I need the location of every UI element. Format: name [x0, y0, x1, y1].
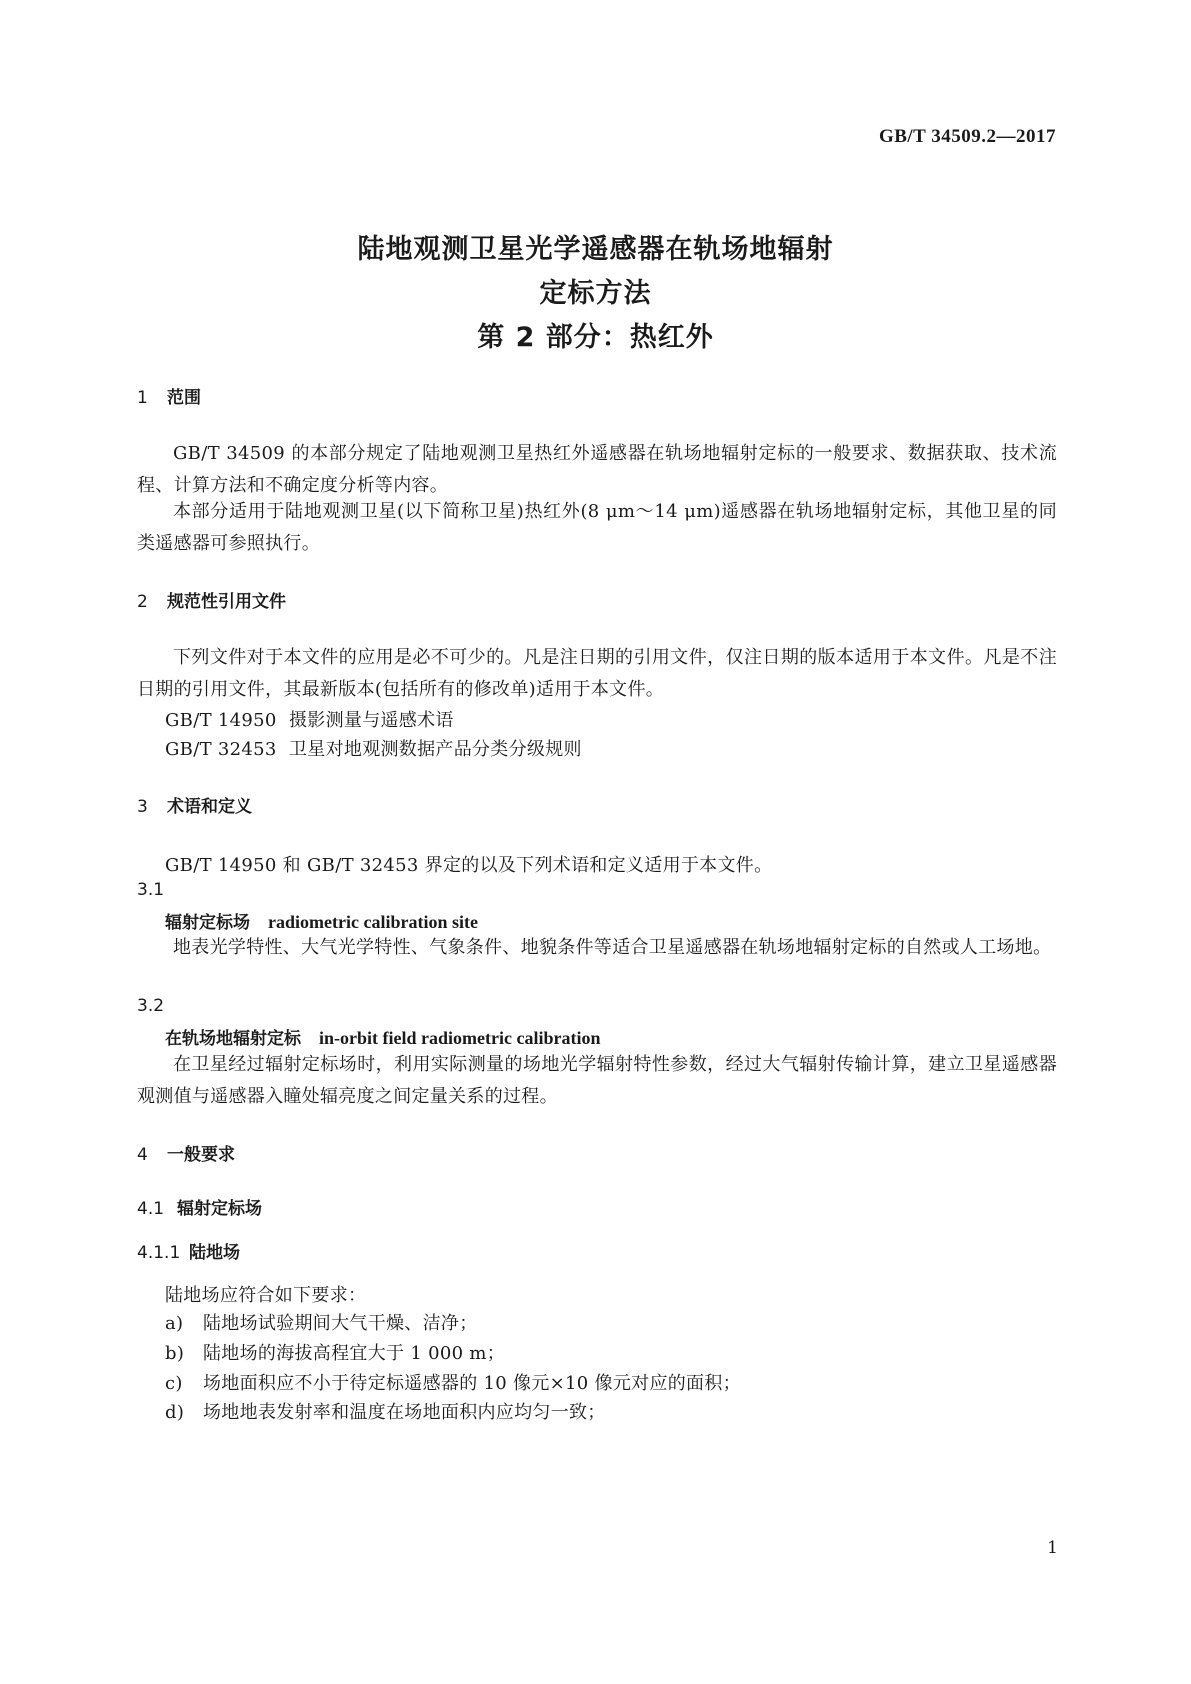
- paragraph: 下列文件对于本文件的应用是必不可少的。凡是注日期的引用文件，仅注日期的版本适用于本文件。凡是不注日期的引用文件，其最新版本(包括所有的修改单)适用于本文件。: [137, 647, 1057, 700]
- list-label: d): [165, 1402, 185, 1423]
- section-number: 4.1.1: [137, 1243, 181, 1263]
- list-text: 场地面积应不小于待定标遥感器的 10 像元×10 像元对应的面积；: [203, 1373, 741, 1394]
- term-en: in-orbit field radiometric calibration: [319, 1028, 601, 1048]
- standard-code: GB/T 34509.2—2017: [878, 126, 1056, 147]
- paragraph: 本部分适用于陆地观测卫星(以下简称卫星)热红外(8 μm～14 μm)遥感器在轨场地辐射定标，其他卫星的同类遥感器可参照执行。: [137, 501, 1057, 554]
- section-number: 3: [137, 797, 148, 817]
- section-4-heading: [137, 1140, 235, 1165]
- list-label: a): [165, 1313, 184, 1334]
- section-1-heading: [137, 383, 201, 408]
- paragraph: GB/T 34509 的本部分规定了陆地观测卫星热红外遥感器在轨场地辐射定标的一般要求、数据获取、技术流程、计算方法和不确定度分析等内容。: [137, 443, 1057, 496]
- list-text: 场地地表发射率和温度在场地面积内应均匀一致；: [203, 1402, 606, 1423]
- title-line-2: 定标方法: [539, 278, 652, 309]
- list-label: c): [165, 1373, 183, 1394]
- term-number: 3.1: [137, 880, 165, 900]
- subsection-4-1-heading: [137, 1194, 262, 1219]
- page-number: 1: [1047, 1538, 1058, 1558]
- term-number: 3.2: [137, 996, 165, 1016]
- section-title: 陆地场: [189, 1243, 240, 1263]
- section-title: 规范性引用文件: [167, 592, 286, 612]
- list-text: 陆地场的海拔高程宜大于 1 000 m；: [203, 1343, 506, 1364]
- reference-code: GB/T 14950: [165, 710, 277, 731]
- paragraph: 陆地场应符合如下要求：: [165, 1285, 367, 1306]
- document-title: [0, 228, 1191, 360]
- reference-item: [165, 735, 582, 761]
- section-title: 术语和定义: [167, 797, 252, 817]
- title-line-3: 第 2 部分：热红外: [477, 322, 714, 353]
- paragraph: GB/T 14950 和 GB/T 32453 界定的以及下列术语和定义适用于本文件。: [165, 855, 773, 876]
- term-definition: 在卫星经过辐射定标场时，利用实际测量的场地光学辐射特性参数，经过大气辐射传输计算，建立卫星遥感器观测值与遥感器入瞳处辐亮度之间定量关系的过程。: [137, 1054, 1057, 1107]
- section-title: 范围: [167, 388, 201, 408]
- section-title: 一般要求: [167, 1145, 235, 1165]
- section-number: 1: [137, 388, 148, 408]
- term-heading: [165, 908, 478, 933]
- section-title: 辐射定标场: [177, 1199, 262, 1219]
- term-heading: [165, 1024, 600, 1049]
- section-number: 4.1: [137, 1199, 165, 1219]
- reference-name: 摄影测量与遥感术语: [289, 710, 454, 731]
- list-label: b): [165, 1343, 185, 1364]
- term-en: radiometric calibration site: [268, 912, 478, 932]
- term-definition: 地表光学特性、大气光学特性、气象条件、地貌条件等适合卫星遥感器在轨场地辐射定标的自然或人工场地。: [173, 937, 1052, 958]
- list-item: [165, 1369, 741, 1395]
- list-item: [165, 1398, 606, 1424]
- subsection-4-1-1-heading: [137, 1238, 240, 1263]
- section-number: 2: [137, 592, 148, 612]
- list-item: [165, 1309, 478, 1335]
- term-zh: 辐射定标场: [165, 913, 250, 933]
- title-line-1: 陆地观测卫星光学遥感器在轨场地辐射: [357, 234, 834, 265]
- section-3-heading: [137, 792, 252, 817]
- list-text: 陆地场试验期间大气干燥、洁净；: [203, 1313, 478, 1334]
- section-2-heading: [137, 587, 286, 612]
- reference-code: GB/T 32453: [165, 739, 277, 760]
- section-number: 4: [137, 1145, 148, 1165]
- term-zh: 在轨场地辐射定标: [165, 1029, 301, 1049]
- reference-name: 卫星对地观测数据产品分类分级规则: [289, 739, 582, 760]
- list-item: [165, 1339, 505, 1365]
- reference-item: [165, 706, 454, 732]
